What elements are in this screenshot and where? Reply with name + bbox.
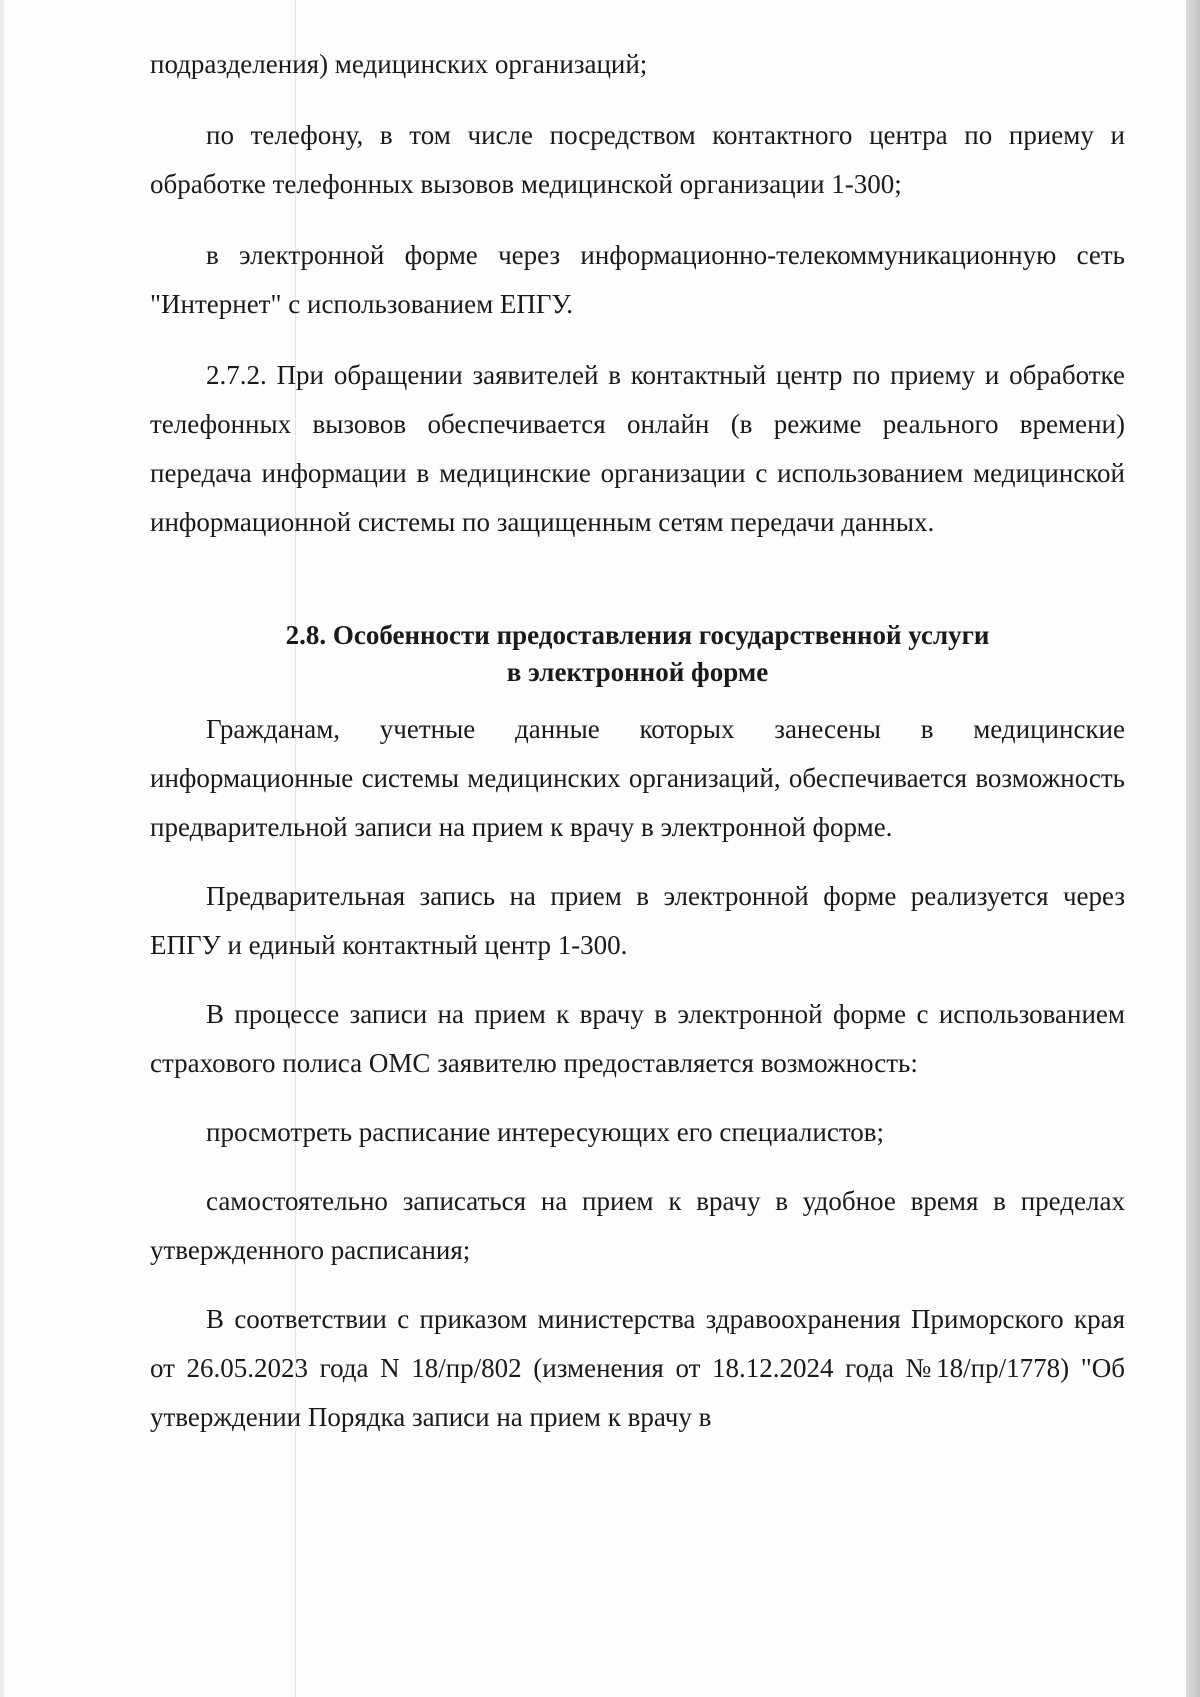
- list-item-self-register: самостоятельно записаться на прием к врачу в удобное время в пределах утвержденного расписания;: [150, 1186, 1125, 1265]
- document-body: [150, 40, 1125, 1442]
- paragraph-pre-registration: Предварительная запись на прием в электронной форме реализуется через ЕПГУ и единый контактный центр 1-300.: [150, 881, 1125, 960]
- list-item-view-schedule: просмотреть расписание интересующих его специалистов;: [206, 1117, 885, 1147]
- section-heading-line-1: 2.8. Особенности предоставления государственной услуги: [285, 620, 990, 650]
- paragraph-phone: по телефону, в том числе посредством контактного центра по приему и обработке телефонных вызовов медицинской организации 1-300;: [150, 120, 1125, 199]
- section-heading-2-8: [150, 617, 1125, 691]
- paragraph-2-7-2: 2.7.2. При обращении заявителей в контактный центр по приему и обработке телефонных вызовов обеспечивается онлайн (в режиме реального времени) передача информации в медицинские организации с использованием медицинской информационной системы по защищенным сетям передачи данных.: [150, 360, 1125, 537]
- paragraph-order-reference: В соответствии с приказом министерства здравоохранения Приморского края от 26.05.2023 года N 18/пр/802 (изменения от 18.12.2024 года №18/пр/1778) "Об утверждении Порядка записи на прием к врачу в: [150, 1304, 1125, 1432]
- paragraph-citizens: Гражданам, учетные данные которых занесены в медицинские информационные системы медицинских организаций, обеспечивается возможность предварительной записи на прием к врачу в электронной форме.: [150, 714, 1125, 842]
- scan-edge-right: [1186, 0, 1200, 1697]
- paragraph-internet: в электронной форме через информационно-телекоммуникационную сеть "Интернет" с использованием ЕПГУ.: [150, 240, 1125, 319]
- paragraph-continuation: подразделения) медицинских организаций;: [150, 49, 648, 79]
- section-heading-line-2: в электронной форме: [506, 657, 769, 687]
- paragraph-oms-process: В процессе записи на прием к врачу в электронной форме с использованием страхового полиса ОМС заявителю предоставляется возможность:: [150, 999, 1125, 1078]
- scan-edge-left: [0, 0, 4, 1697]
